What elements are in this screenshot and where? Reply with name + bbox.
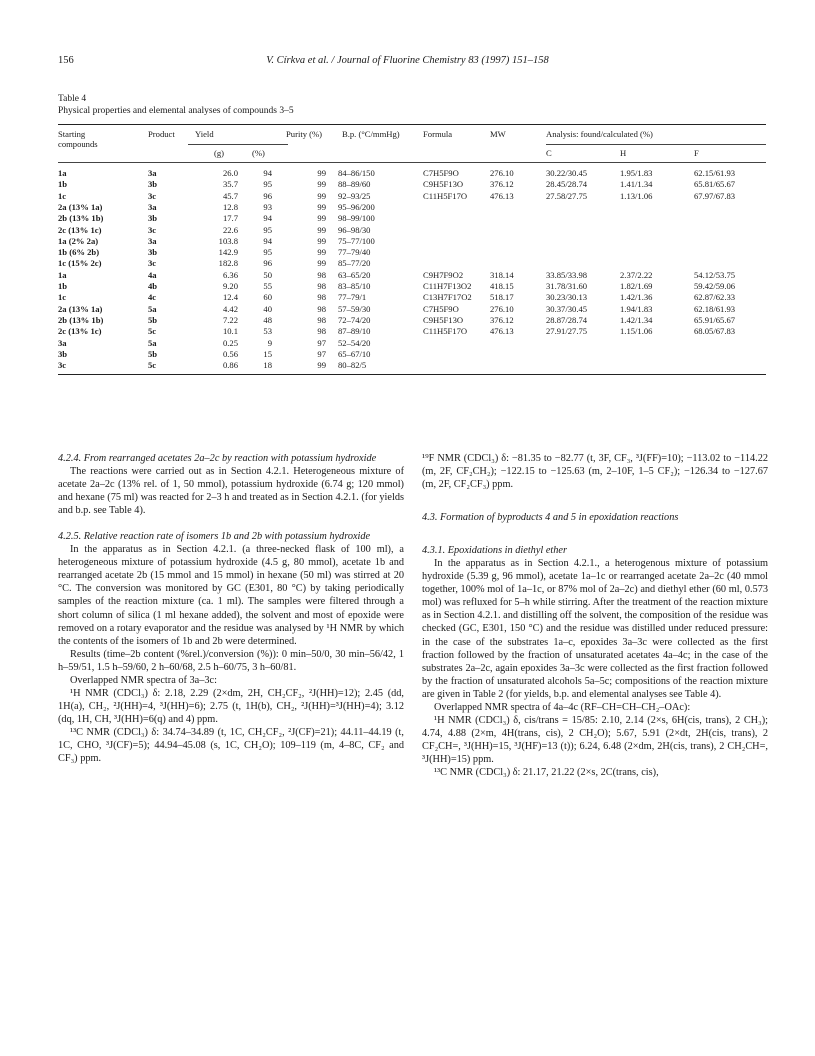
table-cell-start: 1c <box>58 292 67 303</box>
th-h: H <box>620 148 627 158</box>
paragraph: ¹³C NMR (CDCl₃) δ: 21.17, 21.22 (2×s, 2C(trans, cis), <box>434 766 659 778</box>
table-cell-pct: 96 <box>263 258 272 269</box>
table-cell-f: 65.91/65.67 <box>694 314 736 325</box>
table-cell-mw: 476.13 <box>490 190 514 201</box>
th-c: C <box>546 148 552 158</box>
table-cell-start: 2b (13% 1b) <box>58 213 104 224</box>
table-cell-prod: 4c <box>148 292 157 303</box>
table-cell-form: C13H7F17O2 <box>423 292 472 303</box>
table-cell-pur: 98 <box>317 281 326 291</box>
right-column <box>422 452 768 779</box>
table-cell-bp: 57–59/30 <box>338 303 371 314</box>
table-cell-bp: 84–86/150 <box>338 168 375 178</box>
table-cell-pur: 99 <box>317 213 326 224</box>
table-cell-bp: 77–79/1 <box>338 292 367 303</box>
table-caption <box>58 93 294 117</box>
table-cell-pct: 9 <box>267 337 272 348</box>
table-cell-g: 26.0 <box>222 168 238 178</box>
table-cell-prod: 3a <box>148 235 157 246</box>
table-cell-prod: 3b <box>148 179 158 190</box>
table-cell-start: 2a (13% 1a) <box>58 201 103 212</box>
table-row <box>58 270 766 281</box>
table-cell-pct: 93 <box>263 201 272 212</box>
table-cell-start: 1a <box>58 168 67 178</box>
table-cell-pur: 98 <box>317 326 326 337</box>
table-cell-bp: 75–77/100 <box>338 235 375 246</box>
table-cell-pur: 99 <box>317 247 326 258</box>
table-row <box>58 315 766 326</box>
section-heading: 4.3.1. Epoxidations in diethyl ether <box>422 545 567 557</box>
table-cell-f: 65.81/65.67 <box>694 179 736 190</box>
table-cell-h: 1.13/1.06 <box>620 190 653 201</box>
table-cell-bp: 88–89/60 <box>338 179 371 190</box>
table-row <box>58 338 766 349</box>
table-cell-f: 54.12/53.75 <box>694 269 736 280</box>
th-starting: Starting <box>58 129 86 139</box>
running-head: V. Církva et al. / Journal of Fluorine Chemistry 83 (1997) 151–158 <box>266 55 549 66</box>
table-cell-pct: 95 <box>263 179 272 190</box>
table-cell-prod: 5b <box>148 348 158 359</box>
table-cell-pct: 94 <box>263 235 272 246</box>
table-cell-f: 68.05/67.83 <box>694 326 736 337</box>
table-cell-form: C9H7F9O2 <box>423 269 464 280</box>
table-cell-prod: 5a <box>148 337 157 348</box>
table-cell-f: 62.18/61.93 <box>694 303 736 314</box>
table-cell-form: C7H5F9O <box>423 303 459 314</box>
table-cell-prod: 3c <box>148 258 157 269</box>
table-row <box>58 168 766 179</box>
table-cell-g: 45.7 <box>222 190 238 201</box>
table-row <box>58 304 766 315</box>
analysis-rule <box>546 144 766 145</box>
table-cell-mw: 418.15 <box>490 281 514 291</box>
paragraph: ¹⁹F NMR (CDCl₃) δ: −81.35 to −82.77 (t, 3F, CF₃, ³J(FF)=10); −113.02 to −114.22 (m, 2F, CF₂CH₂); −122.15 to −125.63 (m, 2–10F, 1–5 CF₂); −126.34 to −127.67 (m, 2F, CF₂CF₃) ppm. <box>422 453 768 491</box>
table-cell-mw: 376.12 <box>490 179 514 190</box>
table-cell-mw: 376.12 <box>490 314 514 325</box>
table-cell-prod: 5c <box>148 326 157 337</box>
table-cell-start: 1b <box>58 179 68 190</box>
table-cell-pct: 94 <box>263 213 272 224</box>
table-cell-h: 1.95/1.83 <box>620 168 653 178</box>
table-cell-prod: 5b <box>148 314 158 325</box>
table-cell-g: 6.36 <box>222 269 238 280</box>
paragraph: In the apparatus as in Section 4.2.1., a heterogenous mixture of potassium hydroxide (5.39 g, 96 mmol), acetate 1a–1c or rearranged acetate 2a–2c (40 mmol together, 100% mol of 1a–1c, or 87% mol of 2a–2c) and diethyl ether (60 ml, 0.573 mol) was refluxed for 5–h while stirring. After the treatment of the reaction mixture as in Section 4.2.1. and distilling off the solvent, the composition of the residue was checked (GC, E301, 150 °C) and the residue was distilled under reduced pressure: in the case of the substrates 1a–c, epoxides 3a–3c were collected as the first fraction followed by the fraction of unsaturated acetates 4a–4c; in the case of the substrates 2a–2c, again epoxides 3a–3c were collected as the first fraction followed by the fraction of unsaturated alcohols 5a–5c; compositions of the reaction mixture are given in Table 2 (for yields, b.p. and elemental analyses see Table 4). <box>422 558 768 700</box>
left-column <box>58 452 404 765</box>
table-cell-pur: 99 <box>317 201 326 212</box>
table-cell-start: 1b <box>58 281 68 291</box>
table-cell-form: C9H5F13O <box>423 314 464 325</box>
table-cell-form: C9H5F13O <box>423 179 464 190</box>
table-cell-start: 1c <box>58 190 67 201</box>
table-cell-g: 12.4 <box>222 292 238 303</box>
table-cell-bp: 85–77/20 <box>338 258 371 269</box>
th-product: Product <box>148 129 175 139</box>
table-cell-g: 0.25 <box>222 337 238 348</box>
table-cell-g: 35.7 <box>222 179 238 190</box>
table-cell-c: 28.87/28.74 <box>546 314 588 325</box>
table-cell-pct: 94 <box>263 168 272 178</box>
table-cell-f: 67.97/67.83 <box>694 190 736 201</box>
yield-rule <box>188 144 288 145</box>
table-cell-prod: 3c <box>148 190 157 201</box>
table-cell-c: 27.91/27.75 <box>546 326 588 337</box>
paragraph: ¹³C NMR (CDCl₃) δ: 34.74–34.89 (t, 1C, CH₂CF₂, ²J(CF)=21); 44.11–44.19 (t, 1C, CHO, ³J(CF)=5); 44.94–45.08 (s, 1C, CH₂O); 109–119 (m, 4–8C, CF₂ and CF₃) ppm. <box>58 726 404 765</box>
table-row <box>58 281 766 292</box>
table-cell-c: 33.85/33.98 <box>546 269 588 280</box>
table-cell-g: 182.8 <box>218 258 238 269</box>
paragraph: Overlapped NMR spectra of 4a–4c (RF–CH=CH–CH₂–OAc): <box>434 701 691 713</box>
table-cell-prod: 3a <box>148 201 157 212</box>
table-cell-pur: 97 <box>317 337 326 348</box>
table-cell-bp: 52–54/20 <box>338 337 371 348</box>
table-row <box>58 326 766 337</box>
table-rule-bottom <box>58 374 766 375</box>
table-cell-h: 1.41/1.34 <box>620 179 653 190</box>
paragraph: Overlapped NMR spectra of 3a–3c: <box>70 674 217 686</box>
table-cell-bp: 65–67/10 <box>338 348 371 359</box>
table-cell-g: 0.56 <box>222 348 238 359</box>
section-heading: 4.2.4. From rearranged acetates 2a–2c by reaction with potassium hydroxide <box>58 453 377 464</box>
table-cell-mw: 518.17 <box>490 292 514 303</box>
table-cell-pct: 15 <box>263 348 272 359</box>
table-cell-pct: 60 <box>263 292 272 303</box>
th-mw: MW <box>490 129 506 139</box>
table-cell-bp: 98–99/100 <box>338 213 375 224</box>
table-cell-pur: 98 <box>317 314 326 325</box>
table-row <box>58 179 766 190</box>
table-cell-f: 62.87/62.33 <box>694 292 736 303</box>
table-cell-c: 30.22/30.45 <box>546 168 588 178</box>
table-cell-prod: 3b <box>148 213 158 224</box>
table-cell-prod: 5c <box>148 360 157 371</box>
table-cell-pur: 99 <box>317 179 326 190</box>
table-cell-pur: 99 <box>317 258 326 269</box>
table-row <box>58 360 766 371</box>
table-cell-prod: 4b <box>148 281 158 291</box>
table-cell-start: 2a (13% 1a) <box>58 303 103 314</box>
page-number: 156 <box>58 55 74 66</box>
table-cell-start: 1a <box>58 269 67 280</box>
table-cell-pct: 50 <box>263 269 272 280</box>
spacer <box>422 491 768 511</box>
paragraph: The reactions were carried out as in Section 4.2.1. Heterogeneous mixture of acetate 2a–2c (13% rel. of 1, 50 mmol), potassium hydroxide (6.74 g; 120 mmol) and hexane (75 ml) was reacted for 2–3 h and treated as in Section 4.2.1. (for yields and b.p. see Table 4). <box>58 466 404 517</box>
paragraph: ¹H NMR (CDCl₃) δ: 2.18, 2.29 (2×dm, 2H, CH₂CF₂, ²J(HH)=12); 2.45 (dd, 1H(a), CH₂, ²J(HH)=4, ³J(HH)=6); 2.75 (t, 1H(b), CH₂, ²J(HH)=³J(HH)=4); 3.12 (dq, 1H, CH, ³J(HH)=6(q) and 4) ppm. <box>58 687 404 725</box>
table-cell-bp: 87–89/10 <box>338 326 371 337</box>
table-cell-c: 28.45/28.74 <box>546 179 588 190</box>
table-cell-g: 17.7 <box>222 213 238 224</box>
table-cell-form: C11H5F17O <box>423 190 468 201</box>
table-cell-prod: 3b <box>148 247 158 258</box>
table-cell-pur: 97 <box>317 348 326 359</box>
table-cell-prod: 5a <box>148 303 157 314</box>
table-cell-start: 3a <box>58 337 67 348</box>
table-cell-g: 103.8 <box>218 235 238 246</box>
table-cell-pur: 99 <box>317 360 326 371</box>
section-heading: 4.3. Formation of byproducts 4 and 5 in epoxidation reactions <box>422 512 679 524</box>
table-row <box>58 202 766 213</box>
table-cell-g: 9.20 <box>222 281 238 291</box>
table-cell-f: 59.42/59.06 <box>694 281 736 291</box>
table-cell-pct: 53 <box>263 326 272 337</box>
table-cell-f: 62.15/61.93 <box>694 168 736 178</box>
table-row <box>58 292 766 303</box>
table-cell-form: C11H5F17O <box>423 326 468 337</box>
table-cell-pur: 99 <box>317 168 326 178</box>
table-cell-g: 10.1 <box>222 326 238 337</box>
spacer <box>58 517 404 530</box>
paragraph: In the apparatus as in Section 4.2.1. (a three-necked flask of 100 ml), a heterogeneous mixture of potassium hydroxide (4.5 g, 80 mmol), acetate 1b and rearranged acetate 2b (15 mmol and 15 mmol) in hexane (50 ml) was stirred at 20 °C. The conversion was monitored by GC (E301, 80 °C) by taking periodically samples of the reaction mixture (ca. 1 ml). The samples were filtered through a short column of silica (1 ml hexane added), the solvent and most of epoxide were removed on a rotary evaporator and the residue was analysed by ¹H NMR by which the contents of the isomers of 1b and 2b were determined. <box>58 544 404 647</box>
table-cell-c: 30.37/30.45 <box>546 303 588 314</box>
table-cell-pct: 40 <box>263 303 272 314</box>
table-row <box>58 225 766 236</box>
table-cell-pct: 96 <box>263 190 272 201</box>
table-row <box>58 349 766 360</box>
th-g: (g) <box>214 148 225 158</box>
table-cell-start: 3b <box>58 348 68 359</box>
table-cell-start: 1c (15% 2c) <box>58 258 102 269</box>
table-cell-mw: 318.14 <box>490 269 514 280</box>
table-cell-bp: 95–96/200 <box>338 201 375 212</box>
table-cell-start: 1a (2% 2a) <box>58 235 99 246</box>
table-cell-start: 2b (13% 1b) <box>58 314 104 325</box>
th-yield: Yield <box>195 129 214 139</box>
table-cell-pct: 48 <box>263 314 272 325</box>
table-cell-pur: 99 <box>317 190 326 201</box>
table-cell-c: 27.58/27.75 <box>546 190 588 201</box>
table-cell-pct: 18 <box>263 360 272 371</box>
table-cell-h: 2.37/2.22 <box>620 269 653 280</box>
table-rule-head <box>58 162 766 163</box>
page-header <box>0 55 815 71</box>
table-title: Physical properties and elemental analyses of compounds 3–5 <box>58 106 294 116</box>
th-pct: (%) <box>252 148 265 158</box>
table-cell-bp: 77–79/40 <box>338 247 371 258</box>
table-cell-bp: 96–98/30 <box>338 224 371 235</box>
table-rule-top <box>58 124 766 125</box>
table-cell-c: 31.78/31.60 <box>546 281 588 291</box>
table-cell-h: 1.15/1.06 <box>620 326 653 337</box>
table-cell-mw: 476.13 <box>490 326 514 337</box>
section-heading: 4.2.5. Relative reaction rate of isomers 1b and 2b with potassium hydroxide <box>58 531 371 543</box>
th-starting-2: compounds <box>58 139 98 149</box>
table-cell-h: 1.42/1.36 <box>620 292 653 303</box>
table-row <box>58 247 766 258</box>
table-cell-g: 142.9 <box>218 247 238 258</box>
table-cell-bp: 83–85/10 <box>338 281 371 291</box>
th-formula: Formula <box>423 129 453 139</box>
spacer <box>422 524 768 544</box>
table-cell-h: 1.42/1.34 <box>620 314 653 325</box>
table-label: Table 4 <box>58 94 87 104</box>
table-cell-g: 4.42 <box>222 303 238 314</box>
paragraph: Results (time–2b content (%rel.)/conversion (%)): 0 min–50/0, 30 min–56/42, 1 h–59/51, 1.5 h–59/60, 2 h–60/68, 2.5 h–60/75, 3 h–60/81. <box>58 648 404 673</box>
table-cell-start: 1b (6% 2b) <box>58 247 100 258</box>
table-cell-bp: 80–82/5 <box>338 360 367 371</box>
table-cell-form: C7H5F9O <box>423 168 459 178</box>
table-cell-pct: 95 <box>263 224 272 235</box>
table-cell-mw: 276.10 <box>490 168 514 178</box>
table-cell-pur: 98 <box>317 269 326 280</box>
table-row <box>58 258 766 269</box>
table-row <box>58 213 766 224</box>
table-cell-pur: 98 <box>317 303 326 314</box>
th-f: F <box>694 148 699 158</box>
table-cell-g: 0.86 <box>222 360 238 371</box>
table-cell-g: 12.8 <box>222 201 238 212</box>
table-cell-pur: 99 <box>317 235 326 246</box>
th-analysis: Analysis: found/calculated (%) <box>546 129 653 139</box>
table-cell-h: 1.94/1.83 <box>620 303 653 314</box>
th-purity: Purity (%) <box>286 129 323 139</box>
th-bp: B.p. (°C/mmHg) <box>342 129 400 139</box>
table-cell-pct: 55 <box>263 281 272 291</box>
table-row <box>58 191 766 202</box>
table-cell-g: 7.22 <box>222 314 238 325</box>
table-cell-start: 3c <box>58 360 67 371</box>
table-row <box>58 236 766 247</box>
table-cell-mw: 276.10 <box>490 303 514 314</box>
table-cell-pur: 98 <box>317 292 326 303</box>
paragraph: ¹H NMR (CDCl₃) δ, cis/trans = 15/85: 2.10, 2.14 (2×s, 6H(cis, trans), 2 CH₃); 4.74, 4.88 (2×m, 4H(trans, cis), 2 CH₂O); 5.67, 5.91 (2×dt, 2H(cis, trans), 2 CF₂CH=, ³J(HH)=15, ³J(HF)=13 (t)); 6.24, 6.48 (2×dm, 2H(cis, trans), 2 CH₂CH=, ³J(HH)=15) ppm. <box>422 714 768 765</box>
table-cell-h: 1.82/1.69 <box>620 281 653 291</box>
table-cell-prod: 3c <box>148 224 157 235</box>
table-cell-prod: 4a <box>148 269 157 280</box>
table-cell-prod: 3a <box>148 168 157 178</box>
table-cell-g: 22.6 <box>222 224 238 235</box>
table-cell-c: 30.23/30.13 <box>546 292 588 303</box>
table-cell-bp: 92–93/25 <box>338 190 371 201</box>
table-cell-start: 2c (13% 1c) <box>58 224 102 235</box>
table-cell-pct: 95 <box>263 247 272 258</box>
table-cell-start: 2c (13% 1c) <box>58 326 102 337</box>
table-cell-bp: 72–74/20 <box>338 314 371 325</box>
table-cell-bp: 63–65/20 <box>338 269 371 280</box>
table-cell-form: C11H7F13O2 <box>423 281 472 291</box>
table-cell-pur: 99 <box>317 224 326 235</box>
